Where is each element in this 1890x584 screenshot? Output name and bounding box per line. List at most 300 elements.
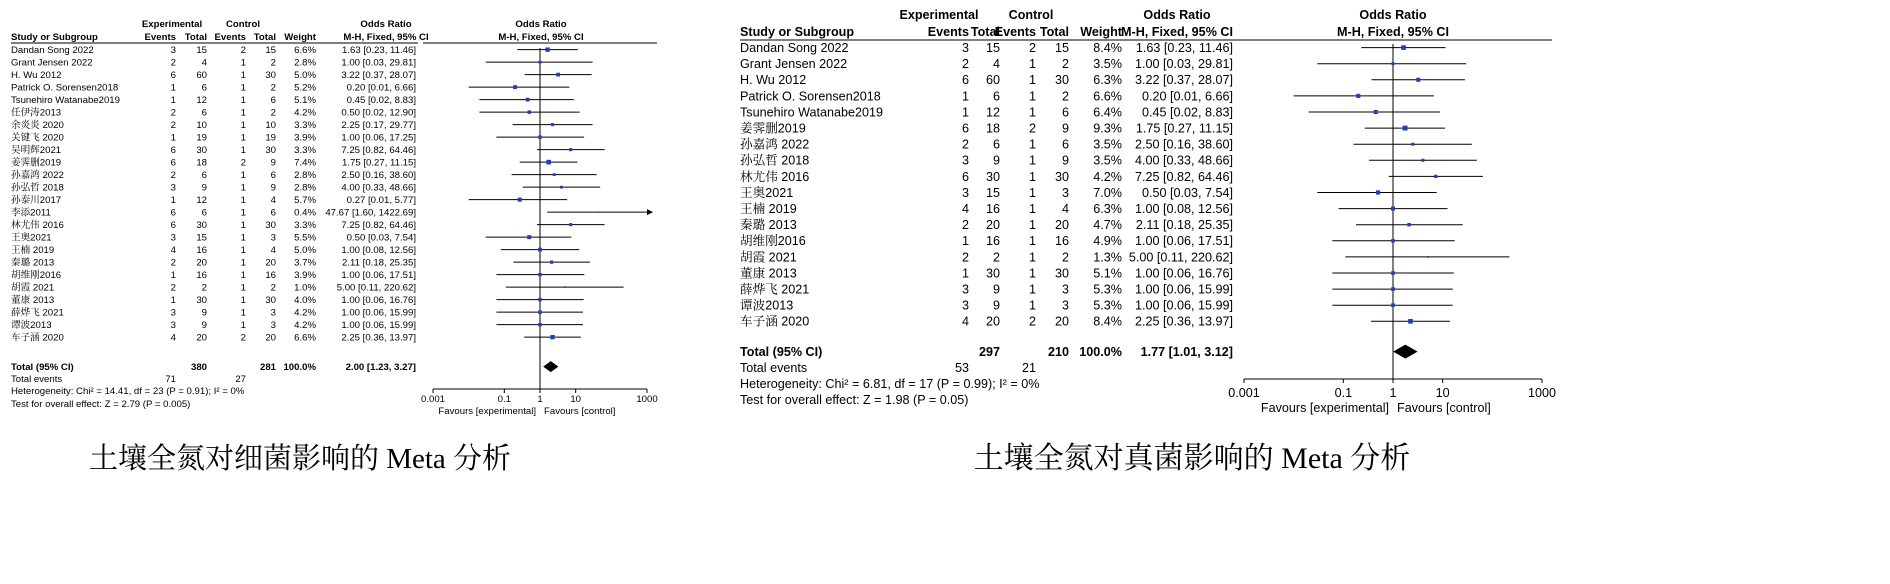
ctrl-events: 1: [240, 70, 246, 81]
study-name: 余炎炎 2020: [11, 120, 64, 131]
study-point-square: [1391, 303, 1395, 307]
total-ctrl: 210: [1047, 345, 1069, 359]
ctrl-events: 1: [240, 170, 246, 181]
favours-experimental-label: Favours [experimental]: [1260, 401, 1389, 415]
study-point-square: [513, 85, 517, 89]
study-weight: 6.6%: [294, 45, 316, 56]
study-point-square: [569, 148, 572, 151]
ctrl-total: 30: [1054, 169, 1069, 184]
study-weight: 6.6%: [294, 332, 316, 344]
exp-total: 15: [985, 185, 1000, 200]
study-ci: 1.00 [0.08, 12.56]: [341, 245, 416, 256]
ctrl-events: 1: [240, 295, 246, 306]
study-point-square: [545, 47, 549, 51]
total-ctrl: 281: [259, 362, 276, 373]
exp-events: 6: [170, 220, 176, 231]
exp-total: 9: [201, 182, 207, 194]
study-name: 车子涵 2020: [740, 314, 810, 329]
study-ci: 2.11 [0.18, 25.35]: [1135, 218, 1233, 233]
exp-events: 1: [961, 266, 969, 281]
study-point-square: [550, 335, 554, 339]
study-ci: 1.00 [0.06, 15.99]: [1134, 298, 1233, 313]
favours-experimental-label: Favours [experimental]: [438, 406, 536, 417]
study-name: 姜霁删2019: [740, 121, 806, 136]
exp-total: 60: [196, 70, 207, 81]
ctrl-events: 1: [240, 82, 246, 94]
study-point-square: [538, 298, 541, 301]
study-weight: 2.8%: [294, 57, 316, 69]
exp-total: 30: [196, 145, 207, 156]
ctrl-events: 1: [1028, 89, 1036, 104]
ctrl-total: 2: [270, 82, 276, 94]
ctrl-events: 2: [1028, 314, 1036, 329]
x-tick-label: 1000: [1527, 386, 1557, 400]
exp-total: 16: [196, 245, 207, 256]
study-name: 王楠 2019: [740, 202, 797, 216]
ctrl-total: 3: [1061, 185, 1069, 200]
header-study: Study or Subgroup: [740, 25, 855, 39]
ctrl-total: 6: [1061, 137, 1069, 152]
x-tick-label: 0.1: [497, 394, 512, 405]
study-name: 董康 2013: [740, 266, 797, 281]
study-name: 王奥2021: [740, 185, 794, 200]
ctrl-events: 1: [1028, 298, 1036, 313]
study-point-square: [538, 273, 541, 276]
study-weight: 3.3%: [294, 145, 316, 156]
study-ci: 7.25 [0.82, 64.46]: [341, 145, 416, 156]
exp-events: 3: [170, 320, 176, 331]
exp-events: 3: [961, 298, 969, 313]
study-name: Grant Jensen 2022: [11, 57, 93, 69]
ctrl-total: 9: [270, 157, 276, 169]
study-name: 薛烨飞 2021: [740, 282, 810, 297]
study-point-square: [599, 211, 601, 213]
ctrl-total: 2: [270, 282, 276, 294]
study-point-square: [1392, 62, 1395, 65]
exp-events: 4: [961, 314, 969, 329]
study-point-square: [1421, 159, 1424, 162]
exp-total: 15: [196, 232, 207, 244]
study-ci: 1.00 [0.06, 15.99]: [341, 320, 416, 331]
study-weight: 6.3%: [1093, 73, 1122, 88]
study-name: 秦璐 2013: [11, 257, 55, 269]
ctrl-total: 9: [270, 182, 276, 194]
ctrl-events: 1: [240, 257, 246, 269]
exp-total: 30: [196, 295, 207, 306]
ctrl-events: 1: [240, 132, 246, 144]
header-experimental: Experimental: [899, 8, 979, 22]
study-point-square: [1408, 319, 1413, 324]
ctrl-events: 1: [240, 145, 246, 156]
study-point-square: [538, 248, 542, 252]
ci-arrow-icon: [647, 209, 653, 215]
ctrl-events: 1: [240, 107, 246, 119]
pooled-diamond: [1393, 345, 1417, 359]
study-point-square: [551, 123, 554, 126]
study-point-square: [538, 323, 541, 326]
exp-total: 16: [985, 202, 1000, 216]
study-ci: 3.22 [0.37, 28.07]: [341, 70, 416, 81]
exp-total: 6: [201, 82, 207, 94]
study-name: 王楠 2019: [11, 245, 55, 256]
header-exp-total: Total: [184, 32, 207, 43]
header-ctrl-events: Events: [214, 32, 246, 43]
exp-total: 20: [985, 314, 1000, 329]
exp-total: 6: [992, 89, 1000, 104]
study-ci: 1.00 [0.03, 29.81]: [341, 57, 416, 69]
exp-total: 20: [196, 332, 207, 344]
ctrl-total: 3: [1061, 282, 1069, 297]
study-ci: 2.11 [0.18, 25.35]: [342, 257, 416, 269]
ctrl-total: 15: [1054, 41, 1069, 55]
ctrl-events: 2: [1028, 41, 1036, 55]
study-name: Dandan Song 2022: [11, 45, 94, 56]
study-ci: 4.00 [0.33, 48.66]: [1134, 153, 1233, 168]
total-events-exp: 71: [165, 374, 176, 385]
study-point-square: [1374, 110, 1378, 114]
ctrl-total: 3: [270, 232, 276, 244]
ctrl-events: 1: [240, 120, 246, 131]
exp-events: 2: [170, 57, 176, 69]
study-name: 林尤伟 2016: [11, 220, 64, 231]
study-ci: 2.25 [0.36, 13.97]: [1134, 314, 1233, 329]
study-ci: 2.25 [0.17, 29.77]: [341, 120, 416, 131]
exp-total: 9: [992, 282, 1000, 297]
exp-events: 3: [170, 45, 176, 56]
study-ci: 47.67 [1.60, 1422.69]: [325, 207, 416, 219]
exp-events: 6: [170, 70, 176, 81]
study-weight: 2.8%: [294, 170, 316, 181]
ctrl-total: 2: [1061, 89, 1069, 104]
exp-events: 3: [961, 282, 969, 297]
exp-total: 2: [992, 250, 1000, 265]
header-ctrl-total: Total: [253, 32, 276, 43]
study-weight: 5.0%: [294, 245, 316, 256]
study-name: 胡霞 2021: [740, 250, 797, 265]
study-point-square: [1411, 143, 1414, 146]
study-name: 孙弘哲 2018: [740, 153, 810, 168]
study-ci: 0.50 [0.03, 7.54]: [346, 232, 416, 244]
study-ci: 7.25 [0.82, 64.46]: [1134, 169, 1233, 184]
study-point-square: [539, 61, 542, 64]
ctrl-events: 1: [240, 182, 246, 194]
study-weight: 8.4%: [1093, 41, 1122, 55]
header-plot-odds-ratio: Odds Ratio: [515, 19, 567, 30]
header-experimental: Experimental: [141, 19, 203, 30]
heterogeneity-text: Heterogeneity: Chi² = 6.81, df = 17 (P = 0.99); I² = 0%: [740, 377, 1040, 391]
study-weight: 5.3%: [1093, 298, 1122, 313]
study-name: 林尤伟 2016: [740, 169, 810, 184]
study-weight: 3.7%: [294, 257, 316, 269]
study-ci: 1.63 [0.23, 11.46]: [1135, 41, 1233, 55]
exp-events: 3: [961, 41, 969, 55]
exp-events: 2: [961, 137, 969, 152]
exp-events: 2: [961, 57, 969, 72]
total-ci: 2.00 [1.23, 3.27]: [345, 362, 416, 373]
study-point-square: [528, 110, 531, 113]
ctrl-total: 3: [270, 307, 276, 319]
study-point-square: [550, 261, 553, 264]
study-weight: 3.5%: [1093, 57, 1122, 72]
study-weight: 6.3%: [1093, 202, 1122, 216]
study-weight: 3.3%: [294, 220, 316, 231]
study-name: 孙嘉鸿 2022: [740, 137, 810, 152]
ctrl-total: 16: [1054, 234, 1069, 249]
study-name: Patrick O. Sorensen2018: [11, 82, 119, 94]
study-point-square: [1391, 207, 1395, 211]
exp-events: 3: [961, 185, 969, 200]
x-tick-label: 0.001: [1228, 386, 1260, 400]
study-ci: 3.22 [0.37, 28.07]: [1134, 73, 1233, 88]
exp-events: 2: [170, 282, 176, 294]
x-tick-label: 1: [1389, 386, 1397, 400]
study-name: 薛烨飞 2021: [11, 307, 64, 319]
ctrl-total: 2: [1061, 250, 1069, 265]
total-ci: 1.77 [1.01, 3.12]: [1140, 345, 1233, 359]
ctrl-total: 30: [1054, 266, 1069, 281]
x-tick-label: 10: [1435, 386, 1450, 400]
exp-total: 4: [201, 57, 207, 69]
study-ci: 2.25 [0.36, 13.97]: [341, 332, 416, 344]
study-name: 吴明辉2021: [11, 145, 62, 156]
study-name: 董康 2013: [11, 295, 55, 306]
ctrl-total: 2: [270, 57, 276, 69]
ctrl-events: 1: [240, 207, 246, 219]
ctrl-events: 1: [240, 307, 246, 319]
exp-total: 6: [201, 107, 207, 119]
exp-total: 6: [201, 170, 207, 181]
header-plot-method: M-H, Fixed, 95% CI: [498, 32, 584, 43]
study-point-square: [1416, 78, 1420, 82]
ctrl-total: 30: [265, 220, 276, 231]
exp-total: 9: [201, 307, 207, 319]
ctrl-total: 4: [270, 195, 276, 206]
study-weight: 6.4%: [1093, 105, 1122, 120]
study-ci: 2.50 [0.16, 38.60]: [1134, 137, 1233, 152]
ctrl-total: 30: [1054, 73, 1069, 88]
study-ci: 2.50 [0.16, 38.60]: [341, 170, 416, 181]
ctrl-events: 1: [240, 245, 246, 256]
ctrl-total: 4: [270, 245, 276, 256]
study-name: 王奥2021: [11, 232, 52, 244]
total-events-exp: 53: [954, 361, 969, 375]
study-name: Tsunehiro Watanabe2019: [740, 105, 884, 120]
study-weight: 3.9%: [294, 270, 316, 281]
study-name: H. Wu 2012: [740, 73, 807, 88]
ctrl-events: 1: [240, 320, 246, 331]
ctrl-total: 19: [265, 132, 276, 144]
study-weight: 7.0%: [1093, 185, 1122, 200]
study-point-square: [1407, 223, 1410, 226]
ctrl-events: 2: [1028, 121, 1036, 136]
study-point-square: [526, 98, 530, 102]
study-ci: 1.75 [0.27, 11.15]: [1135, 121, 1233, 136]
x-tick-label: 1: [537, 394, 543, 405]
ctrl-total: 6: [270, 207, 276, 219]
study-ci: 1.63 [0.23, 11.46]: [342, 45, 416, 56]
ctrl-total: 15: [265, 45, 276, 56]
ctrl-total: 4: [1061, 202, 1069, 216]
ctrl-total: 3: [1061, 298, 1069, 313]
study-ci: 0.50 [0.02, 12.90]: [341, 107, 416, 119]
exp-total: 15: [196, 45, 207, 56]
study-weight: 4.0%: [294, 295, 316, 306]
exp-total: 2: [201, 282, 207, 294]
study-ci: 1.75 [0.27, 11.15]: [342, 157, 416, 169]
exp-total: 18: [985, 121, 1000, 136]
ctrl-events: 1: [1028, 185, 1036, 200]
study-weight: 5.3%: [1093, 282, 1122, 297]
exp-total: 9: [992, 298, 1000, 313]
study-weight: 5.2%: [294, 82, 316, 94]
study-name: 胡维刚2016: [740, 234, 806, 249]
exp-events: 6: [961, 121, 969, 136]
overall-effect-text: Test for overall effect: Z = 1.98 (P = 0.05): [740, 393, 969, 407]
exp-total: 30: [985, 266, 1000, 281]
ctrl-events: 1: [1028, 169, 1036, 184]
ctrl-total: 6: [270, 170, 276, 181]
study-weight: 4.2%: [294, 107, 316, 119]
total-label: Total (95% CI): [11, 362, 74, 373]
ctrl-events: 1: [240, 95, 246, 106]
ctrl-events: 1: [1028, 137, 1036, 152]
ctrl-total: 20: [265, 332, 276, 344]
study-ci: 5.00 [0.11, 220.62]: [336, 282, 416, 294]
exp-total: 20: [985, 218, 1000, 233]
ctrl-events: 2: [240, 45, 246, 56]
exp-total: 15: [985, 41, 1000, 55]
study-point-square: [1356, 94, 1360, 98]
study-weight: 5.7%: [294, 195, 316, 206]
study-point-square: [1403, 126, 1408, 131]
header-odds-ratio: Odds Ratio: [1143, 8, 1211, 22]
study-name: H. Wu 2012: [11, 70, 62, 81]
exp-events: 6: [961, 169, 969, 184]
study-weight: 0.4%: [294, 207, 316, 219]
exp-events: 4: [170, 245, 176, 256]
exp-events: 2: [170, 107, 176, 119]
exp-total: 16: [985, 234, 1000, 249]
exp-total: 16: [196, 270, 207, 281]
ctrl-events: 1: [1028, 57, 1036, 72]
ctrl-total: 10: [265, 120, 276, 131]
study-name: Grant Jensen 2022: [740, 57, 848, 72]
study-weight: 8.4%: [1093, 314, 1122, 329]
study-name: 孙嘉鸿 2022: [11, 170, 64, 181]
ctrl-events: 1: [240, 270, 246, 281]
study-ci: 1.00 [0.06, 15.99]: [1134, 282, 1233, 297]
ctrl-total: 9: [1061, 121, 1069, 136]
exp-events: 3: [961, 153, 969, 168]
ctrl-events: 2: [240, 332, 246, 344]
ctrl-events: 1: [240, 195, 246, 206]
exp-total: 12: [985, 105, 1000, 120]
ctrl-total: 20: [1054, 218, 1069, 233]
ctrl-total: 16: [265, 270, 276, 281]
exp-total: 4: [992, 57, 1000, 72]
exp-events: 4: [170, 332, 176, 344]
ctrl-total: 9: [1061, 153, 1069, 168]
header-exp-total: Total: [970, 25, 1000, 39]
exp-events: 1: [170, 295, 176, 306]
study-point-square: [1427, 256, 1429, 258]
study-ci: 1.00 [0.03, 29.81]: [1134, 57, 1233, 72]
study-ci: 1.00 [0.06, 15.99]: [341, 307, 416, 319]
exp-events: 1: [170, 95, 176, 106]
exp-events: 6: [961, 73, 969, 88]
x-tick-label: 1000: [636, 394, 658, 405]
study-ci: 0.45 [0.02, 8.83]: [346, 95, 416, 106]
study-point-square: [1434, 175, 1437, 178]
study-name: 李添2011: [11, 207, 51, 219]
exp-total: 9: [201, 320, 207, 331]
exp-events: 6: [170, 157, 176, 169]
total-events-label: Total events: [11, 374, 63, 385]
total-exp: 297: [978, 345, 1000, 359]
ctrl-events: 1: [1028, 218, 1036, 233]
total-events-ctrl: 27: [235, 374, 246, 385]
ctrl-total: 6: [270, 95, 276, 106]
study-ci: 0.27 [0.01, 5.77]: [346, 195, 416, 206]
exp-total: 12: [196, 195, 207, 206]
study-name: 孙弘哲 2018: [11, 182, 64, 194]
study-weight: 4.2%: [1093, 169, 1122, 184]
study-point-square: [538, 135, 541, 138]
ctrl-total: 30: [265, 145, 276, 156]
study-ci: 4.00 [0.33, 48.66]: [341, 182, 416, 194]
ctrl-total: 20: [1054, 314, 1069, 329]
exp-events: 2: [170, 170, 176, 181]
study-point-square: [556, 73, 560, 77]
study-ci: 1.00 [0.06, 17.51]: [1134, 234, 1233, 249]
study-weight: 9.3%: [1093, 121, 1122, 136]
study-point-square: [1391, 239, 1395, 243]
study-ci: 1.00 [0.08, 12.56]: [1134, 202, 1233, 216]
header-exp-events: Events: [927, 25, 969, 39]
study-point-square: [538, 310, 541, 313]
header-ctrl-events: Events: [994, 25, 1036, 39]
exp-events: 1: [170, 82, 176, 94]
ctrl-total: 6: [1061, 105, 1069, 120]
exp-events: 2: [170, 257, 176, 269]
exp-events: 1: [961, 89, 969, 104]
total-events-label: Total events: [740, 361, 808, 375]
ctrl-events: 1: [1028, 282, 1036, 297]
exp-total: 30: [985, 169, 1000, 184]
exp-events: 1: [961, 105, 969, 120]
exp-total: 6: [992, 137, 1000, 152]
total-events-ctrl: 21: [1021, 361, 1036, 375]
exp-events: 1: [170, 195, 176, 206]
exp-events: 1: [170, 270, 176, 281]
exp-total: 18: [196, 157, 207, 169]
ctrl-events: 1: [240, 282, 246, 294]
study-weight: 3.9%: [294, 132, 316, 144]
study-point-square: [553, 173, 556, 176]
ctrl-events: 1: [1028, 234, 1036, 249]
exp-events: 6: [170, 207, 176, 219]
study-point-square: [560, 186, 563, 189]
header-weight: Weight: [284, 32, 316, 43]
study-ci: 0.20 [0.01, 6.66]: [1141, 89, 1233, 104]
study-name: Dandan Song 2022: [740, 41, 849, 55]
exp-events: 1: [961, 234, 969, 249]
ctrl-total: 20: [265, 257, 276, 269]
study-point-square: [569, 223, 572, 226]
study-ci: 1.00 [0.06, 16.76]: [1134, 266, 1233, 281]
ctrl-events: 1: [1028, 250, 1036, 265]
heterogeneity-text: Heterogeneity: Chi² = 14.41, df = 23 (P = 0.91); I² = 0%: [11, 386, 245, 397]
